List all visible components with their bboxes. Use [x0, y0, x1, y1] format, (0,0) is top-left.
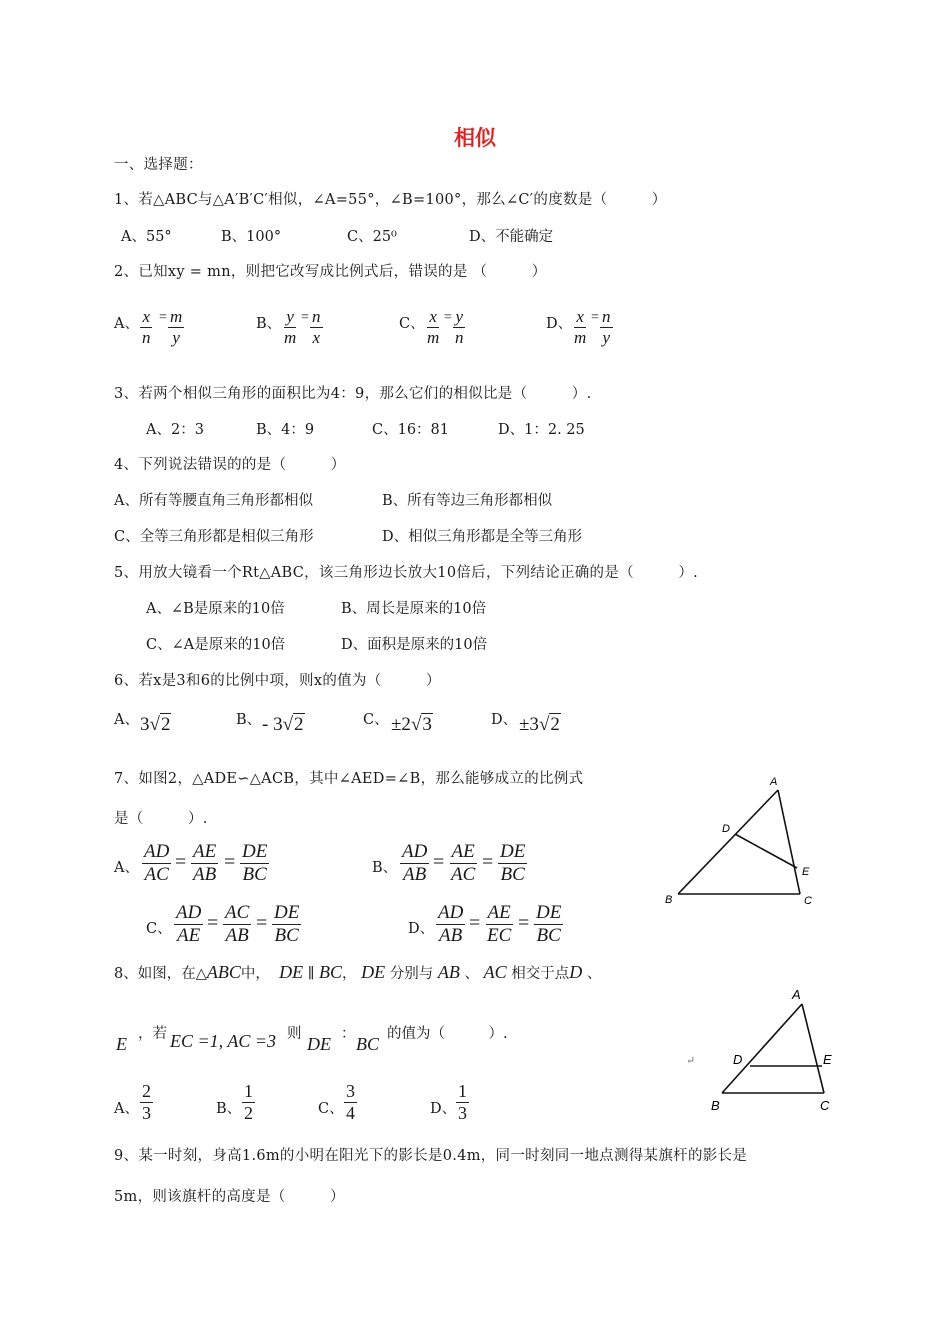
fig8-side-ac: [802, 1004, 824, 1093]
fig8-label-c: C: [820, 1098, 830, 1113]
q8-option-d-fraction: [456, 1081, 469, 1123]
question-9: 9、某一时刻，身高1.6m的小明在阳光下的影长是0.4m，同一时刻同一地点测得某旗杆的影长是: [114, 1148, 748, 1164]
q8-option-d-fraction-denominator: 3: [458, 1102, 467, 1123]
q7-option-d-equals-2: =: [518, 912, 530, 934]
q8-label-b: B、: [216, 1101, 242, 1117]
q2-label-d: D、: [546, 316, 573, 332]
q7-option-a-fraction-2-denominator: AB: [193, 863, 217, 885]
question-1: 1、若△ABC与△A′B′C′相似，∠A=55°，∠B=100°，那么∠C′的度数是（ ）: [114, 192, 667, 208]
question-2: 2、已知xy = mn，则把它改写成比例式后，错误的是 （ ）: [114, 264, 547, 280]
q4-option-a: A、所有等腰直角三角形都相似: [114, 493, 313, 509]
q8-label-c: C、: [318, 1101, 344, 1117]
q4-option-c: C、全等三角形都是相似三角形: [114, 529, 314, 545]
q2-option-c-left-fraction: [425, 307, 441, 347]
q2-option-a-right-fraction-numerator: m: [170, 307, 183, 326]
q7-option-c-fraction-3-denominator: BC: [274, 924, 299, 946]
q6-option-a-radicand: 2: [160, 714, 171, 735]
question-7: 7、如图2，△ADE∽△ACB，其中∠AED=∠B，那么能够成立的比例式: [114, 771, 584, 787]
q1-option-d: D、不能确定: [469, 229, 554, 245]
q2-option-b-right-fraction: [310, 307, 323, 347]
fig8-side-ab: [722, 1004, 802, 1093]
q7-option-c-equals-1: =: [207, 912, 219, 934]
q8-label-a: A、: [114, 1101, 139, 1117]
q6-option-c-radicand: 3: [422, 714, 432, 735]
q6-option-d-value: [519, 714, 561, 736]
q7-option-c-fraction-3-numerator: DE: [274, 902, 300, 923]
q6-option-a-sqrt-sign: √: [149, 714, 160, 735]
q2-option-a-equals: =: [159, 310, 167, 325]
q2-option-c-right-fraction-numerator: y: [455, 307, 464, 326]
q2-option-d-left-fraction-denominator: m: [574, 327, 587, 347]
q7-option-c-fraction-1-denominator: AE: [177, 924, 201, 946]
q7-option-d-fraction-2-numerator: AE: [487, 902, 511, 923]
q3-option-d: D、1：2. 25: [498, 422, 585, 438]
q5-option-d: D、面积是原来的10倍: [341, 637, 488, 653]
q8-label-d: D、: [430, 1101, 457, 1117]
q7-label-d: D、: [408, 921, 435, 937]
q3-option-b: B、4：9: [256, 422, 315, 438]
q7-option-a-fraction-3-numerator: DE: [242, 841, 268, 862]
question-6: 6、若x是3和6的比例中项，则x的值为（ ）: [114, 673, 441, 689]
q7-option-b-fraction-2-numerator: AE: [451, 841, 475, 862]
q8-option-c-fraction: [344, 1081, 357, 1123]
q7-option-a-fraction-2-numerator: AE: [193, 841, 217, 862]
q8-ruo: ，若: [138, 1026, 167, 1042]
q8-option-b-fraction-denominator: 2: [244, 1102, 253, 1123]
q1-option-a: A、55°: [121, 229, 172, 245]
q7-option-a-fraction-1-denominator: AC: [144, 863, 169, 885]
q7-option-a-fraction-1-numerator: AD: [144, 841, 170, 862]
q8-option-a-fraction-numerator: 2: [142, 1081, 151, 1101]
q7-option-d-fraction-3: [534, 902, 563, 947]
q7-option-b-fraction-1-numerator: AD: [402, 841, 428, 862]
fig8-label-d: D: [733, 1052, 743, 1067]
fig2-label-e: E: [802, 866, 810, 878]
q7-option-b-fraction-3-numerator: DE: [500, 841, 526, 862]
q7-option-a-fraction-2: [191, 841, 218, 886]
q2-option-d-left-fraction: [572, 307, 588, 347]
q2-option-b-right-fraction-denominator: x: [312, 327, 321, 347]
q7-option-c-fraction-3: [272, 902, 301, 947]
q2-label-a: A、: [114, 316, 139, 332]
q6-option-b-sqrt-sign: √: [282, 714, 294, 735]
q2-option-b-left-fraction-denominator: m: [284, 327, 297, 347]
question-7-cont: 是（ ）.: [114, 811, 208, 827]
q2-option-d-right-fraction-numerator: n: [602, 307, 611, 326]
q6-option-c-coef: ±2: [391, 714, 411, 735]
q6-label-c: C、: [363, 712, 389, 728]
q6-option-a-value: [140, 714, 171, 736]
q2-option-b-right-fraction-numerator: n: [312, 307, 321, 326]
q1-option-b: B、100°: [221, 229, 282, 245]
q8-bc: BC: [356, 1034, 380, 1054]
q8-ze: 则: [287, 1026, 302, 1042]
q7-option-b-fraction-3: [498, 841, 527, 886]
q7-option-a-equals-1: =: [175, 851, 187, 873]
fig8-label-e: E: [823, 1052, 832, 1067]
q5-option-a: A、∠B是原来的10倍: [146, 601, 285, 617]
q2-option-b-left-fraction: [282, 307, 298, 347]
q8-option-c-fraction-denominator: 4: [346, 1102, 355, 1123]
q7-option-d-fraction-2: [485, 902, 513, 947]
q6-option-d-sqrt-sign: √: [538, 714, 550, 735]
q7-option-a-equals-2: =: [224, 851, 236, 873]
q6-label-d: D、: [491, 712, 518, 728]
q7-option-d-fraction-2-denominator: EC: [487, 924, 512, 946]
q6-option-a-coef: 3: [140, 714, 150, 735]
q2-option-a-left-fraction: [140, 307, 153, 347]
q8-point-e: E: [116, 1034, 127, 1054]
q7-option-d-fraction-3-numerator: DE: [536, 902, 562, 923]
question-3: 3、若两个相似三角形的面积比为4：9，那么它们的相似比是（ ）.: [114, 386, 592, 402]
q2-option-a-left-fraction-denominator: n: [142, 327, 151, 347]
fig2-side-ab: [678, 790, 778, 894]
q7-option-b-fraction-1-denominator: AB: [403, 863, 427, 885]
q2-option-d-right-fraction: [600, 307, 613, 347]
fig2-side-ac: [778, 790, 800, 894]
q2-option-a-right-fraction-denominator: y: [172, 327, 180, 347]
figure-q8-triangle: [700, 982, 840, 1117]
fig2-label-b: B: [665, 894, 673, 906]
q2-option-b-equals: =: [301, 310, 309, 325]
q8-colon: ：: [341, 1026, 356, 1042]
q7-option-d-fraction-3-denominator: BC: [536, 924, 561, 946]
q7-option-b-equals-1: =: [433, 851, 445, 873]
q3-option-a: A、2：3: [146, 422, 204, 438]
q7-option-a-fraction-1: [142, 841, 171, 886]
q7-option-d-fraction-1-denominator: AB: [439, 924, 463, 946]
fig2-label-d: D: [722, 823, 730, 835]
q8-option-b-fraction: [242, 1081, 255, 1123]
q2-option-c-left-fraction-numerator: x: [429, 307, 437, 326]
q7-label-a: A、: [114, 860, 139, 876]
q6-option-d-coef: ±3: [519, 714, 539, 735]
q8-option-a-fraction-denominator: 3: [142, 1102, 151, 1123]
q7-option-b-fraction-3-denominator: BC: [500, 863, 525, 885]
q7-option-b-equals-2: =: [482, 851, 494, 873]
q8-condition: EC =1, AC =3: [170, 1031, 276, 1051]
figure-2-triangle: [660, 770, 820, 910]
paragraph-mark: ↵: [686, 1054, 696, 1067]
q2-option-c-equals: =: [444, 310, 452, 325]
q7-option-b-fraction-2-denominator: AC: [451, 863, 476, 885]
q7-option-c-fraction-1-numerator: AD: [176, 902, 202, 923]
question-8: 8、如图，在△ABC中， DE ∥ BC， DE 分别与 AB 、 AC 相交于点D 、: [114, 962, 602, 982]
fig2-label-a: A: [770, 776, 778, 788]
q2-option-a-right-fraction: [168, 307, 184, 347]
q2-option-b-left-fraction-numerator: y: [286, 307, 294, 326]
q8-option-c-fraction-numerator: 3: [346, 1081, 355, 1101]
question-5: 5、用放大镜看一个Rt△ABC，该三角形边长放大10倍后，下列结论正确的是（ ）.: [114, 565, 699, 581]
q8-de: DE: [307, 1034, 331, 1054]
q2-option-a-left-fraction-numerator: x: [142, 307, 151, 326]
q2-option-d-left-fraction-numerator: x: [576, 307, 584, 326]
q6-option-b-coef: - 3: [262, 714, 283, 735]
q2-option-c-right-fraction: [453, 307, 466, 347]
q4-option-d: D、相似三角形都是全等三角形: [382, 529, 583, 545]
q6-option-b-radicand: 2: [294, 714, 304, 735]
q7-option-d-fraction-1: [436, 902, 465, 947]
q7-option-d-equals-1: =: [469, 912, 481, 934]
q3-option-c: C、16：81: [372, 422, 449, 438]
q2-option-d-right-fraction-denominator: y: [602, 327, 611, 347]
q7-option-b-fraction-2: [449, 841, 477, 886]
q7-option-a-fraction-3: [240, 841, 269, 886]
q6-label-a: A、: [114, 712, 139, 728]
q2-option-d-equals: =: [591, 310, 599, 325]
page-title: 相似: [454, 126, 496, 150]
question-4: 4、下列说法错误的的是（ ）: [114, 457, 346, 473]
q8-option-b-fraction-numerator: 1: [244, 1081, 253, 1101]
q8-tail: 的值为（ ）.: [387, 1026, 508, 1042]
q4-option-b: B、所有等边三角形都相似: [382, 493, 553, 509]
q8-option-d-fraction-numerator: 1: [458, 1081, 467, 1101]
q6-option-b-value: [262, 714, 305, 736]
q7-label-c: C、: [146, 921, 172, 937]
q6-option-c-sqrt-sign: √: [410, 714, 422, 735]
q7-label-b: B、: [372, 860, 398, 876]
q6-label-b: B、: [236, 712, 262, 728]
q7-option-d-fraction-1-numerator: AD: [438, 902, 464, 923]
q7-option-b-fraction-1: [400, 841, 429, 886]
q2-label-b: B、: [256, 316, 282, 332]
q2-option-c-left-fraction-denominator: m: [427, 327, 440, 347]
q5-option-b: B、周长是原来的10倍: [341, 601, 487, 617]
q8-option-a-fraction: [140, 1081, 153, 1123]
fig8-label-b: B: [711, 1098, 720, 1113]
q7-option-a-fraction-3-denominator: BC: [242, 863, 267, 885]
q2-option-c-right-fraction-denominator: n: [455, 327, 464, 347]
section-heading: 一、选择题：: [114, 157, 203, 173]
q7-option-c-fraction-2-numerator: AC: [225, 902, 250, 923]
q1-option-c: C、25⁰: [347, 229, 397, 245]
q7-option-c-fraction-1: [174, 902, 203, 947]
fig8-label-a: A: [792, 987, 801, 1002]
q2-label-c: C、: [399, 316, 425, 332]
q7-option-c-fraction-2: [223, 902, 251, 947]
q6-option-c-value: [391, 714, 433, 736]
q5-option-c: C、∠A是原来的10倍: [146, 637, 286, 653]
q7-option-c-fraction-2-denominator: AB: [225, 924, 249, 946]
q6-option-d-radicand: 2: [550, 714, 560, 735]
q7-option-c-equals-2: =: [256, 912, 268, 934]
fig2-label-c: C: [804, 895, 812, 907]
question-9-cont: 5m，则该旗杆的高度是（ ）: [114, 1189, 345, 1205]
